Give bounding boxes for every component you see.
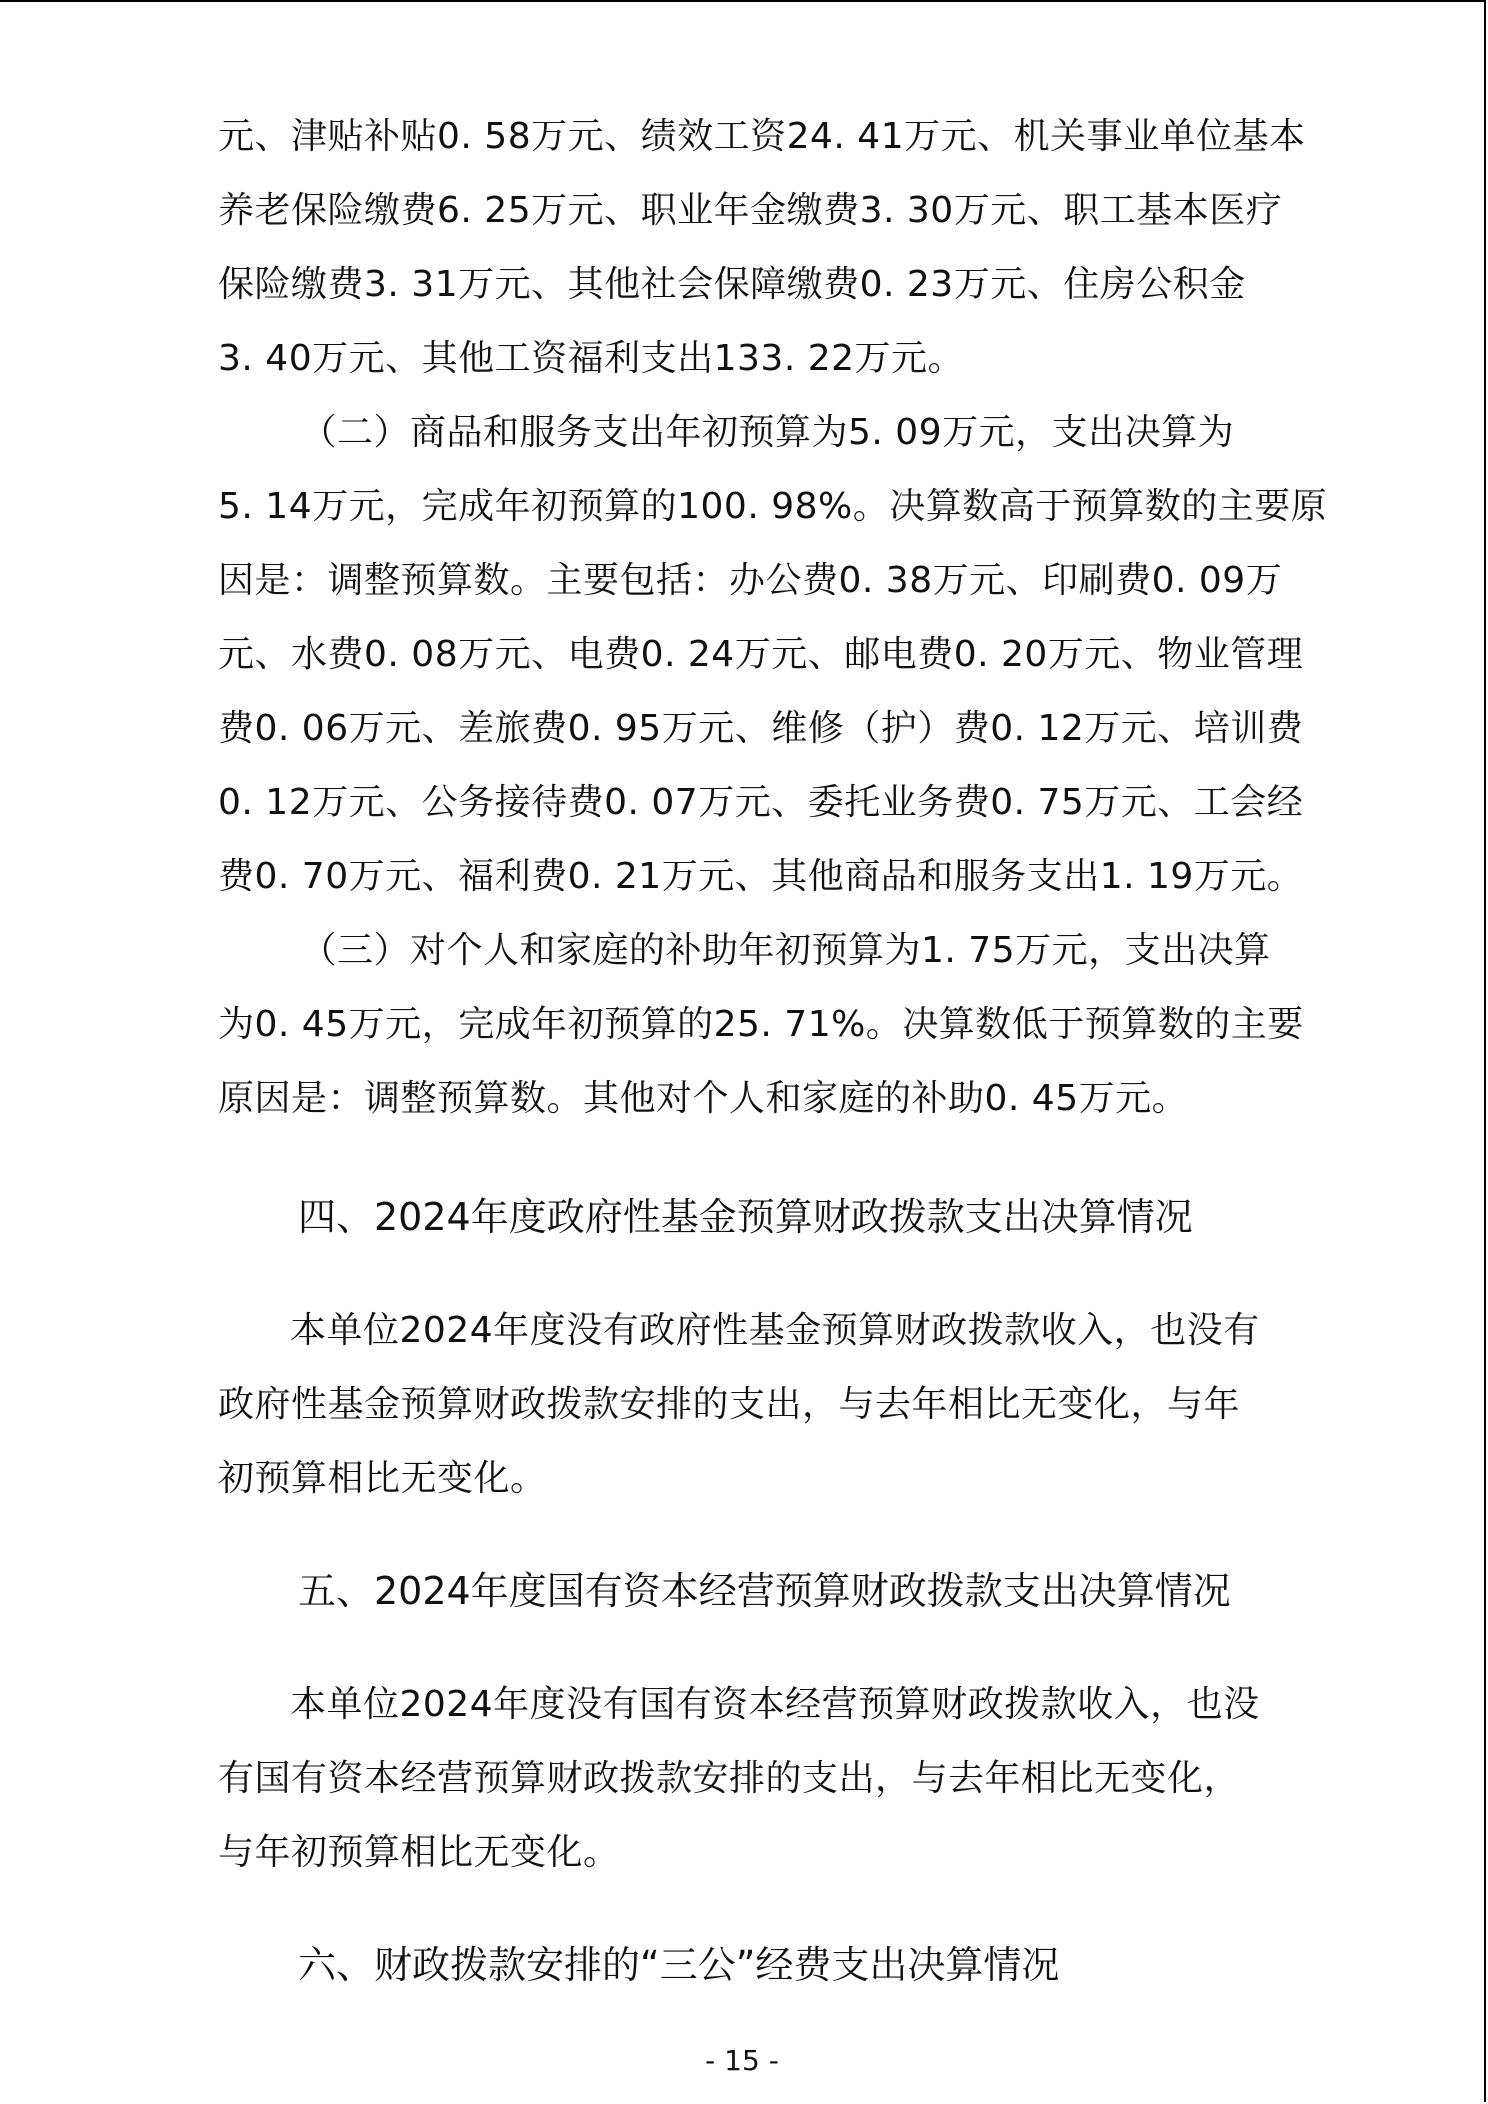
text-line: （三）对个人和家庭的补助年初预算为1. 75万元，支出决算 [282, 930, 1271, 971]
text-line: 因是：调整预算数。主要包括：办公费0. 38万元、印刷费0. 09万 [218, 560, 1283, 601]
text-line: 为0. 45万元，完成年初预算的25. 71%。决算数低于预算数的主要 [218, 1004, 1304, 1045]
text-line: 养老保险缴费6. 25万元、职业年金缴费3. 30万元、职工基本医疗 [218, 190, 1283, 231]
paragraph-personnel-and-goods-services [218, 100, 1328, 1136]
text-line: 原因是：调整预算数。其他对个人和家庭的补助0. 45万元。 [218, 1078, 1189, 1119]
text-line: 初预算相比无变化。 [218, 1458, 547, 1499]
text-line: 有国有资本经营预算财政拨款安排的支出，与去年相比无变化， [218, 1758, 1241, 1799]
text-line: 3. 40万元、其他工资福利支出133. 22万元。 [218, 338, 965, 379]
text-line: 政府性基金预算财政拨款安排的支出，与去年相比无变化，与年 [218, 1384, 1241, 1425]
text-line: 费0. 06万元、差旅费0. 95万元、维修（护）费0. 12万元、培训费 [218, 708, 1304, 749]
text-line: （二）商品和服务支出年初预算为5. 09万元，支出决算为 [282, 412, 1235, 453]
text-line: 5. 14万元，完成年初预算的100. 98%。决算数高于预算数的主要原 [218, 486, 1328, 527]
text-line: 元、津贴补贴0. 58万元、绩效工资24. 41万元、机关事业单位基本 [218, 116, 1306, 157]
section-heading-5: 五、2024年度国有资本经营预算财政拨款支出决算情况 [298, 1569, 1231, 1613]
paragraph-state-capital [218, 1668, 1290, 1890]
section-heading-4: 四、2024年度政府性基金预算财政拨款支出决算情况 [298, 1195, 1193, 1239]
text-line: 本单位2024年度没有政府性基金预算财政拨款收入，也没有 [290, 1310, 1260, 1351]
text-line: 费0. 70万元、福利费0. 21万元、其他商品和服务支出1. 19万元。 [218, 856, 1304, 897]
page-number: - 15 - [705, 2044, 779, 2077]
text-line: 0. 12万元、公务接待费0. 07万元、委托业务费0. 75万元、工会经 [218, 782, 1304, 823]
text-line: 元、水费0. 08万元、电费0. 24万元、邮电费0. 20万元、物业管理 [218, 634, 1304, 675]
paragraph-government-fund [218, 1294, 1290, 1516]
text-line: 与年初预算相比无变化。 [218, 1832, 620, 1873]
text-line: 本单位2024年度没有国有资本经营预算财政拨款收入，也没 [290, 1684, 1260, 1725]
section-heading-6: 六、财政拨款安排的“三公”经费支出决算情况 [298, 1943, 1060, 1987]
text-line: 保险缴费3. 31万元、其他社会保障缴费0. 23万元、住房公积金 [218, 264, 1246, 305]
